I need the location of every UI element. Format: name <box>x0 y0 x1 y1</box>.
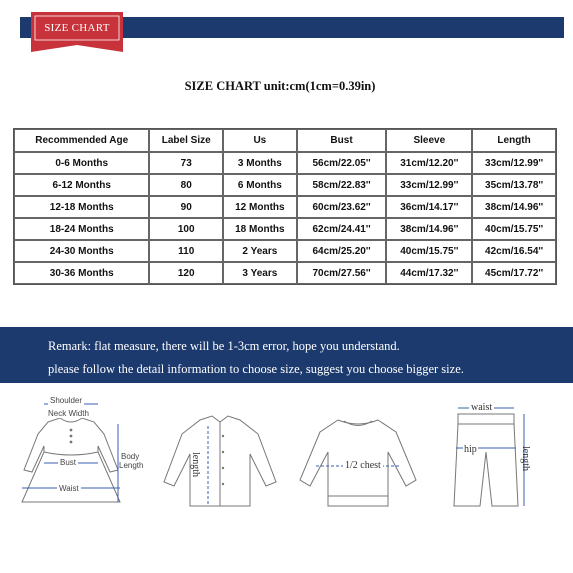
table-cell: 40cm/15.75'' <box>386 240 472 262</box>
table-row <box>14 262 556 284</box>
column-header: Label Size <box>149 129 223 152</box>
remark-line-1: Remark: flat measure, there will be 1-3cm error, hope you understand. <box>48 339 400 353</box>
table-cell: 12 Months <box>223 196 297 218</box>
table-cell: 6-12 Months <box>14 174 149 196</box>
remark-line-2: please follow the detail information to choose size, suggest you choose bigger size. <box>48 362 464 376</box>
shoulder-label: Shoulder <box>50 396 83 405</box>
column-header: Bust <box>297 129 387 152</box>
table-cell: 38cm/14.96'' <box>472 196 556 218</box>
table-cell: 58cm/22.83'' <box>297 174 387 196</box>
table-cell: 38cm/14.96'' <box>386 218 472 240</box>
table-cell: 18-24 Months <box>14 218 149 240</box>
badge-label: SIZE CHART <box>44 22 110 34</box>
half-chest-label: 1/2 chest <box>345 460 381 471</box>
table-cell: 31cm/12.20'' <box>386 152 472 174</box>
table-cell: 24-30 Months <box>14 240 149 262</box>
table-cell: 42cm/16.54'' <box>472 240 556 262</box>
table-cell: 35cm/13.78'' <box>472 174 556 196</box>
pants-hip-label: hip <box>464 444 477 455</box>
table-cell: 3 Years <box>223 262 297 284</box>
table-cell: 60cm/23.62'' <box>297 196 387 218</box>
table-cell: 36cm/14.17'' <box>386 196 472 218</box>
table-cell: 45cm/17.72'' <box>472 262 556 284</box>
table-cell: 40cm/15.75'' <box>472 218 556 240</box>
waist-label: Waist <box>59 484 79 493</box>
bust-label: Bust <box>60 458 77 467</box>
table-cell: 56cm/22.05'' <box>297 152 387 174</box>
table-cell: 100 <box>149 218 223 240</box>
table-cell: 2 Years <box>223 240 297 262</box>
table-row <box>14 174 556 196</box>
size-table <box>13 128 557 285</box>
table-header-row <box>14 129 556 152</box>
pants-waist-label: waist <box>471 402 493 413</box>
shirt-diagram <box>160 412 280 512</box>
table-cell: 44cm/17.32'' <box>386 262 472 284</box>
table-cell: 33cm/12.99'' <box>472 152 556 174</box>
table-cell: 70cm/27.56'' <box>297 262 387 284</box>
page-title: SIZE CHART unit:cm(1cm=0.39in) <box>184 79 376 93</box>
table-cell: 64cm/25.20'' <box>297 240 387 262</box>
table-cell: 30-36 Months <box>14 262 149 284</box>
table-cell: 3 Months <box>223 152 297 174</box>
table-row <box>14 240 556 262</box>
neck-width-label: Neck Width <box>48 409 89 418</box>
table-cell: 120 <box>149 262 223 284</box>
column-header: Us <box>223 129 297 152</box>
table-cell: 90 <box>149 196 223 218</box>
table-cell: 80 <box>149 174 223 196</box>
body-length-label-1: Body <box>121 452 140 461</box>
table-cell: 110 <box>149 240 223 262</box>
shirt-length-label: length <box>190 452 201 477</box>
table-cell: 0-6 Months <box>14 152 149 174</box>
column-header: Recommended Age <box>14 129 149 152</box>
column-header: Length <box>472 129 556 152</box>
body-length-label-2: Length <box>119 461 144 470</box>
pants-length-label: length <box>520 446 531 471</box>
table-cell: 62cm/24.41'' <box>297 218 387 240</box>
remark-banner <box>0 327 573 383</box>
table-row <box>14 218 556 240</box>
table-cell: 73 <box>149 152 223 174</box>
table-row <box>14 196 556 218</box>
table-cell: 18 Months <box>223 218 297 240</box>
table-row <box>14 152 556 174</box>
column-header: Sleeve <box>386 129 472 152</box>
table-cell: 33cm/12.99'' <box>386 174 472 196</box>
table-cell: 12-18 Months <box>14 196 149 218</box>
table-cell: 6 Months <box>223 174 297 196</box>
